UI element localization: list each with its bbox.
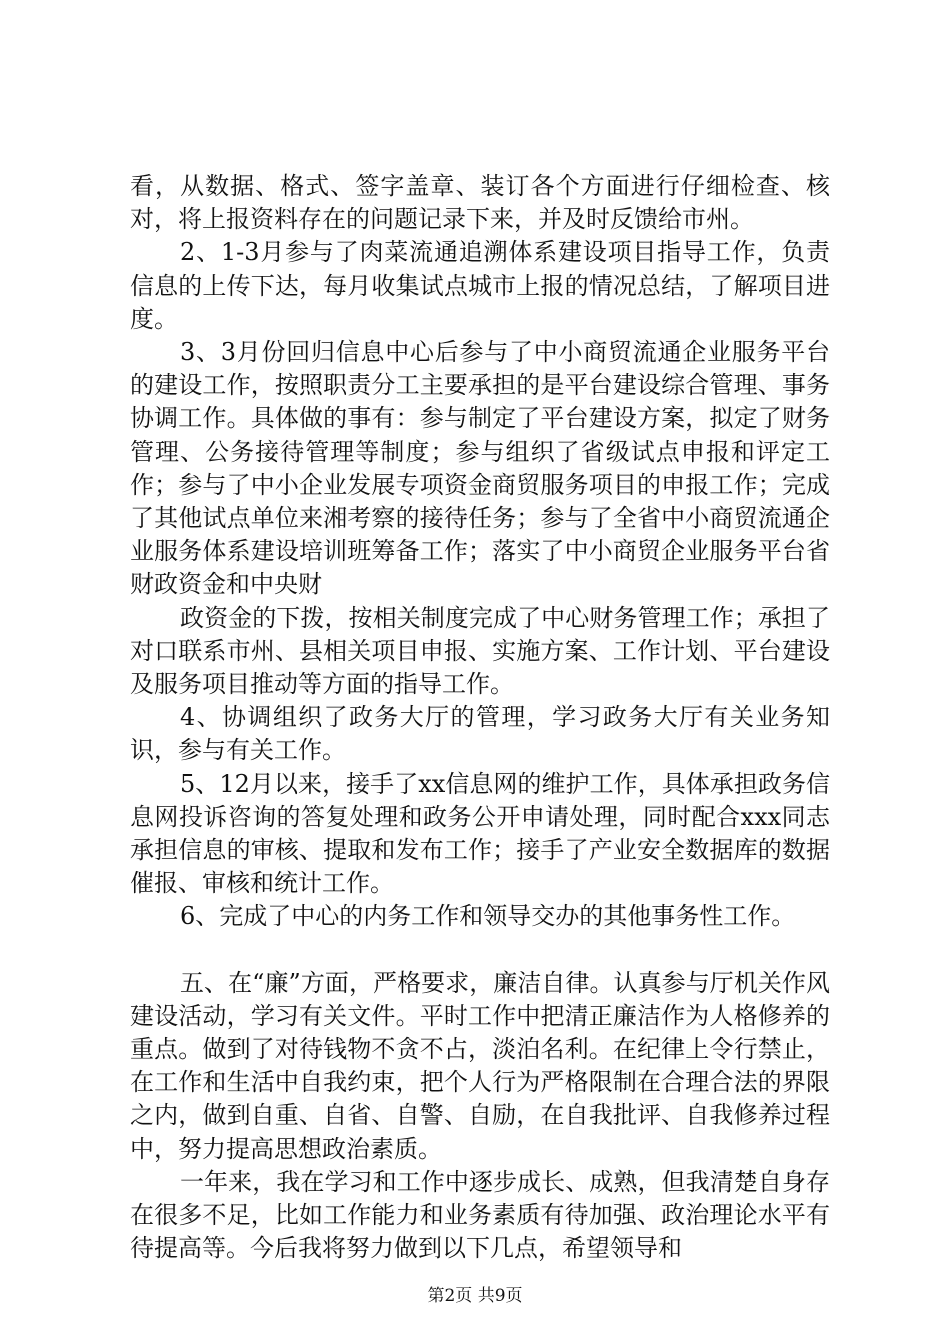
paragraph-4: 政资金的下拨，按相关制度完成了中心财务管理工作；承担了对口联系市州、县相关项目申报、实施方案、工作计划、平台建设及服务项目推动等方面的指导工作。: [130, 603, 830, 699]
paragraph-5: 4、协调组织了政务大厅的管理，学习政务大厅有关业务知识，参与有关工作。: [130, 703, 830, 765]
paragraph-9: 一年来，我在学习和工作中逐步成长、成熟，但我清楚自身存在很多不足，比如工作能力和业务素质有待加强、政治理论水平有待提高等。今后我将努力做到以下几点，希望领导和: [130, 1167, 830, 1263]
page-footer: 第2页 共9页: [427, 1286, 523, 1306]
paragraph-gap: [130, 934, 830, 967]
paragraph-6: 5、12月以来，接手了xx信息网的维护工作，具体承担政务信息网投诉咨询的答复处理和政务公开申请处理，同时配合xxx同志承担信息的审核、提取和发布工作；接手了产业安全数据库的数据催报、审核和统计工作。: [130, 769, 830, 898]
document-body: [130, 170, 830, 1266]
paragraph-3: 3、3月份回归信息中心后参与了中小商贸流通企业服务平台的建设工作，按照职责分工主要承担的是平台建设综合管理、事务协调工作。具体做的事有：参与制定了平台建设方案，拟定了财务管理、公务接待管理等制度；参与组织了省级试点申报和评定工作；参与了中小企业发展专项资金商贸服务项目的申报工作；完成了其他试点单位来湘考察的接待任务；参与了全省中小商贸流通企业服务体系建设培训班筹备工作；落实了中小商贸企业服务平台省财政资金和中央财: [130, 338, 830, 599]
paragraph-1: 看，从数据、格式、签字盖章、装订各个方面进行仔细检查、核对，将上报资料存在的问题记录下来，并及时反馈给市州。: [130, 172, 830, 234]
paragraph-2: 2、1-3月参与了肉菜流通追溯体系建设项目指导工作，负责信息的上传下达，每月收集试点城市上报的情况总结，了解项目进度。: [130, 238, 830, 333]
paragraph-7: 6、完成了中心的内务工作和领导交办的其他事务性工作。: [180, 902, 796, 931]
paragraph-8: 五、在“廉”方面，严格要求，廉洁自律。认真参与厅机关作风建设活动，学习有关文件。平时工作中把清正廉洁作为人格修养的重点。做到了对待钱物不贪不占，淡泊名利。在纪律上令行禁止，在工作和生活中自我约束，把个人行为严格限制在合理合法的界限之内，做到自重、自省、自警、自励，在自我批评、自我修养过程中，努力提高思想政治素质。: [130, 968, 830, 1163]
